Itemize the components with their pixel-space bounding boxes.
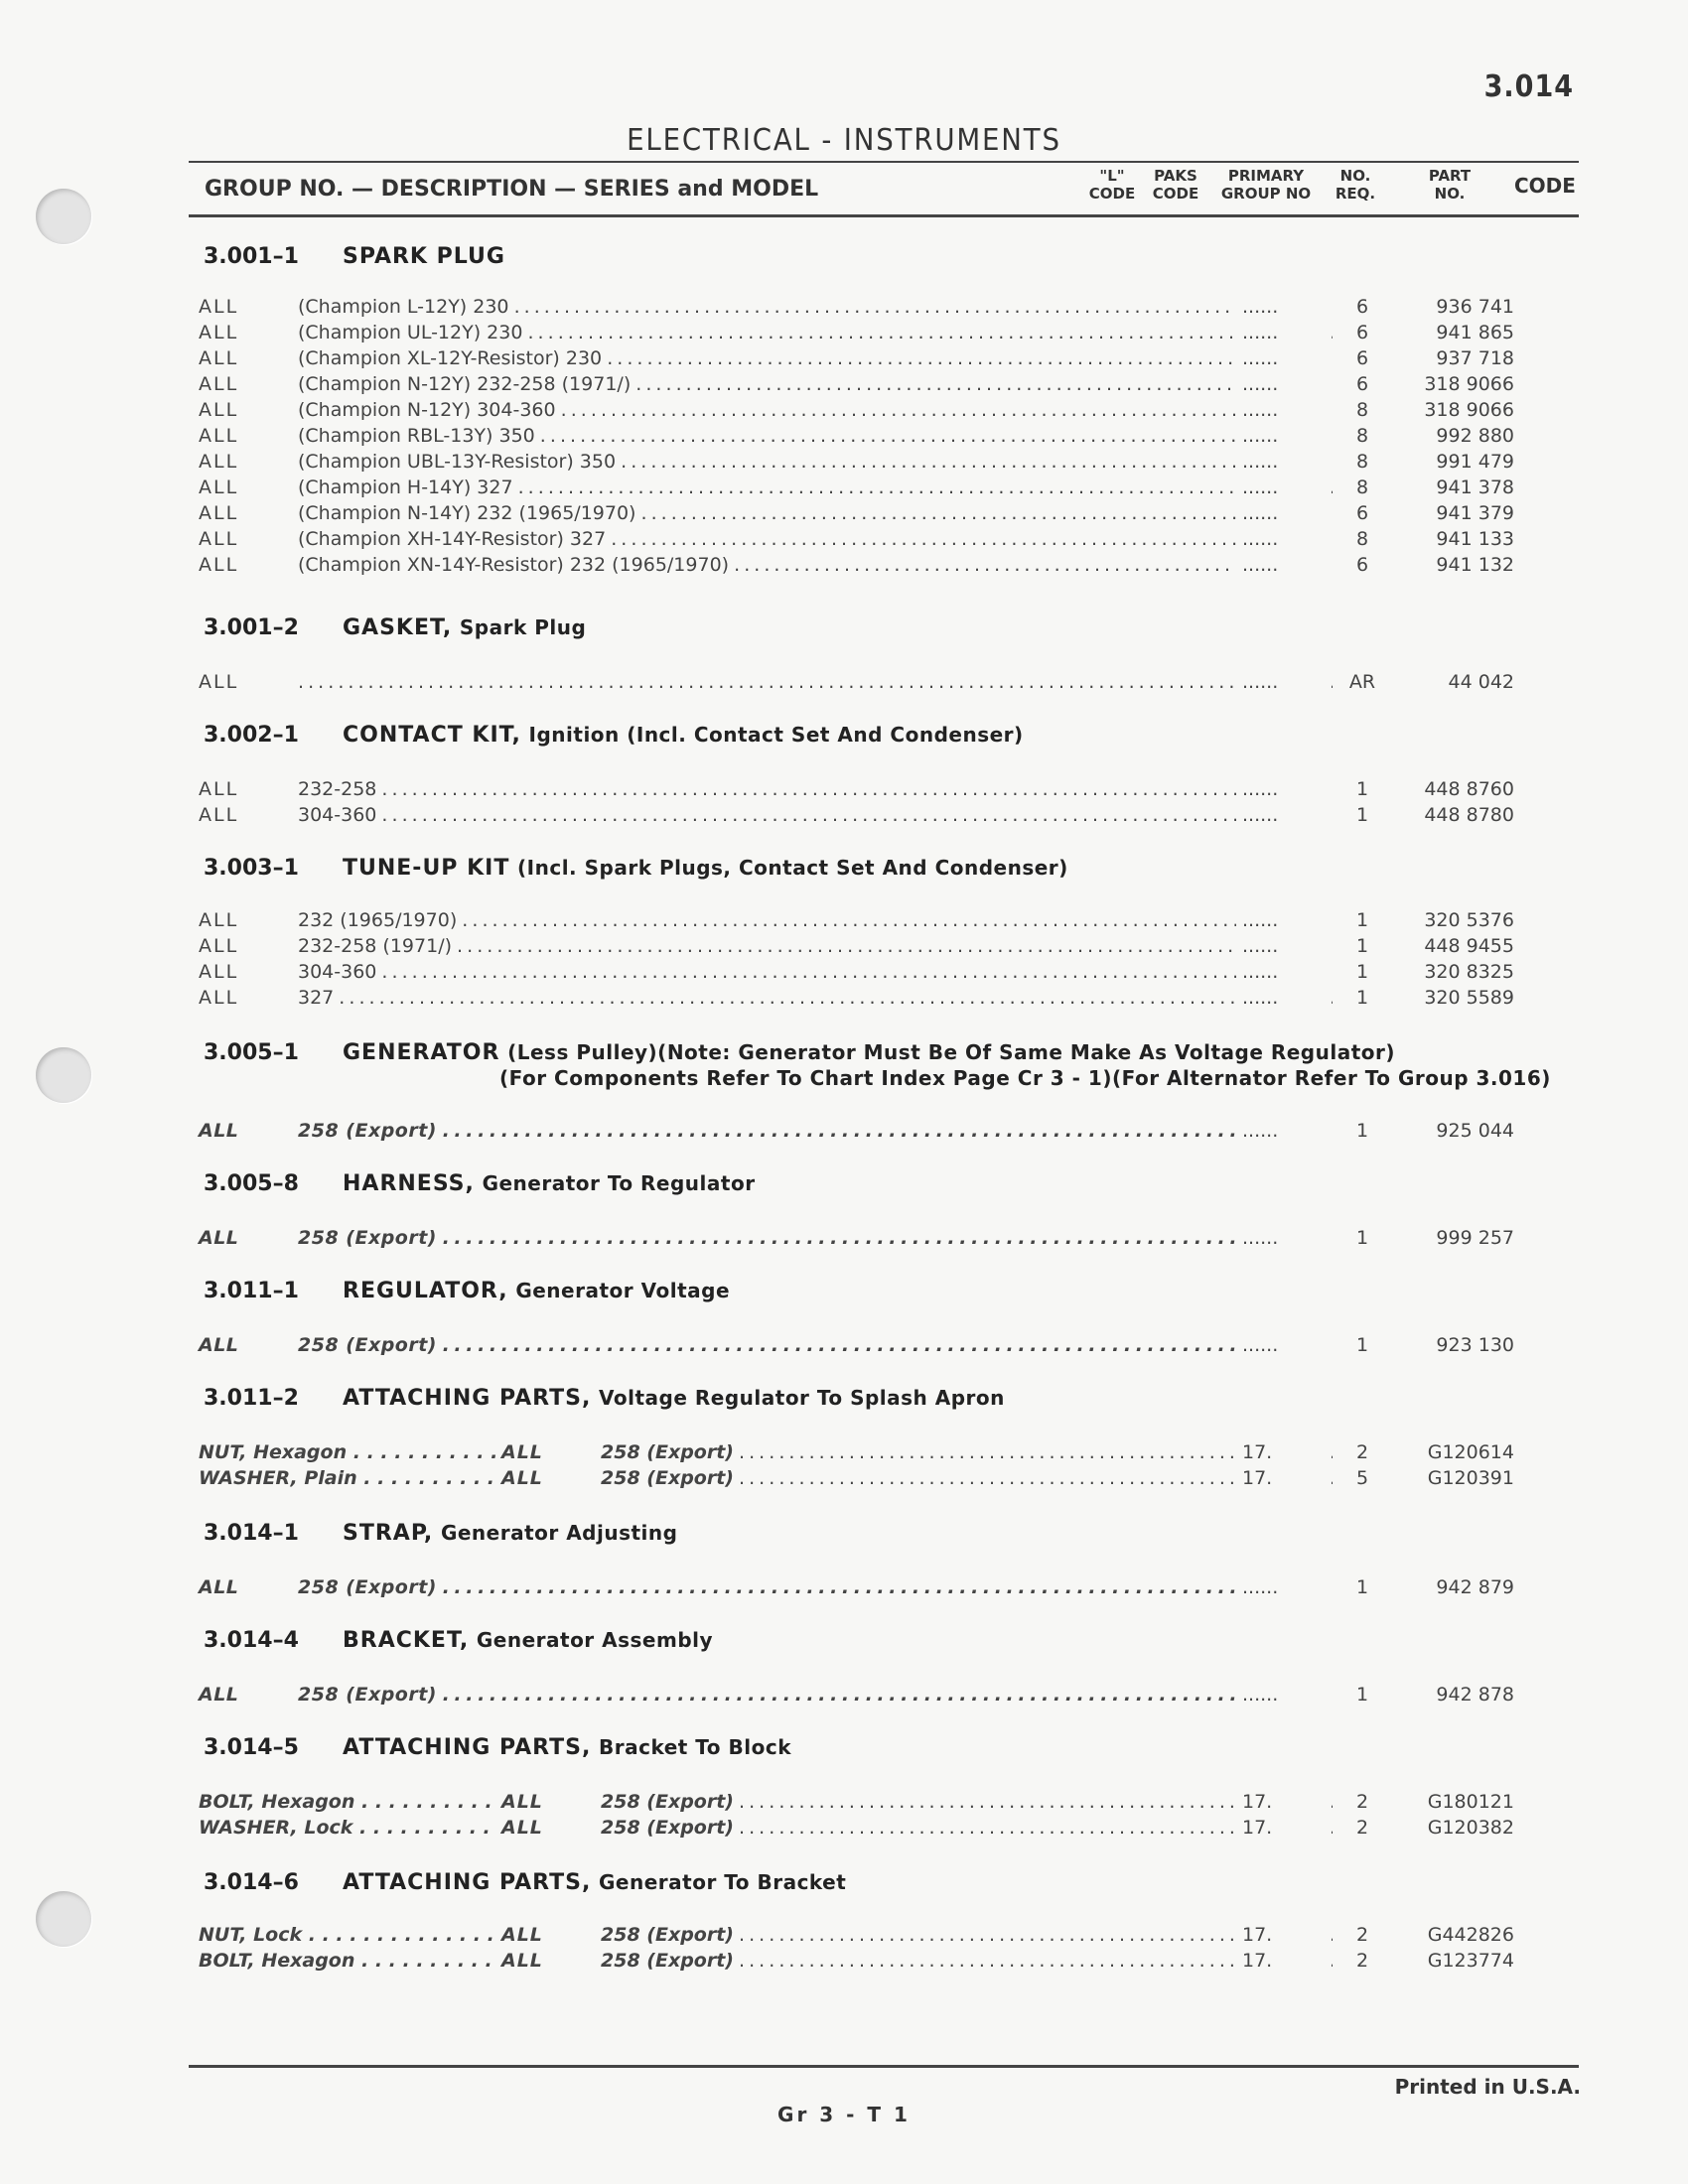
parts-row: ALL 258 (Export) . . . ...... 1 999 257 <box>199 1227 1529 1253</box>
parts-row: ALL (Champion XL-12Y-Resistor) 230 . . . ...... 6 937 718 <box>199 347 1529 373</box>
group-heading: 3.011–2 ATTACHING PARTS, Voltage Regulator To Splash Apron <box>204 1386 1005 1411</box>
group-note: (For Components Refer To Chart Index Page Cr 3 - 1)(For Alternator Refer To Group 3.016) <box>499 1066 1551 1090</box>
group-heading: 3.014–1 STRAP, Generator Adjusting <box>204 1521 678 1546</box>
binder-hole <box>36 1891 91 1947</box>
parts-row: ALL (Champion XH-14Y-Resistor) 327 . . . ...... 8 941 133 <box>199 528 1529 554</box>
header-paks-code: PAKS CODE <box>1152 167 1199 203</box>
group-heading: 3.014–4 BRACKET, Generator Assembly <box>204 1628 714 1653</box>
parts-row: ALL (Champion RBL-13Y) 350 . . . ...... 8 992 880 <box>199 425 1529 451</box>
parts-row: ALL (Champion UBL-13Y-Resistor) 350 . . . ...... 8 991 479 <box>199 451 1529 477</box>
parts-row: ALL 258 (Export) . . . ...... 1 942 878 <box>199 1684 1529 1709</box>
parts-row: ALL (Champion L-12Y) 230 . . . ...... 6 936 741 <box>199 296 1529 322</box>
group-heading: 3.005–1 GENERATOR (Less Pulley)(Note: Generator Must Be Of Same Make As Voltage Regulator) (For Components Refer To Chart Index Page Cr 3 - 1)(For Alternator Refer To Group 3.016) <box>204 1040 1551 1090</box>
header-primary-group: PRIMARY GROUP NO <box>1220 167 1312 203</box>
parts-row: ALL 232-258 . . . ...... 1 448 8760 <box>199 778 1529 804</box>
parts-row: WASHER, Lock . . . ALL 258 (Export) . . . 17. 2 G120382 <box>199 1817 1529 1843</box>
parts-row: NUT, Lock . . . ALL 258 (Export) . . . 17. 2 G442826 <box>199 1924 1529 1950</box>
header-description: GROUP NO. — DESCRIPTION — SERIES and MODEL <box>205 177 819 202</box>
parts-row: ALL 327 . . . ...... 1 320 5589 <box>199 987 1529 1013</box>
group-heading: 3.011–1 REGULATOR, Generator Voltage <box>204 1279 731 1303</box>
parts-row: ALL (Champion UL-12Y) 230 . . . ...... 6 941 865 <box>199 322 1529 347</box>
group-heading: 3.001–2 GASKET, Spark Plug <box>204 615 587 640</box>
parts-row: ALL 232 (1965/1970) . . . ...... 1 320 5376 <box>199 909 1529 935</box>
group-heading: 3.014–6 ATTACHING PARTS, Generator To Bracket <box>204 1870 847 1895</box>
parts-row: BOLT, Hexagon . . . ALL 258 (Export) . . . 17. 2 G123774 <box>199 1950 1529 1976</box>
parts-row: ALL (Champion N-12Y) 232-258 (1971/) . . . ...... 6 318 9066 <box>199 373 1529 399</box>
parts-row: ALL (Champion N-12Y) 304-360 . . . ...... 8 318 9066 <box>199 399 1529 425</box>
parts-row: ALL (Champion N-14Y) 232 (1965/1970) . . . ...... 6 941 379 <box>199 502 1529 528</box>
printed-in-usa: Printed in U.S.A. <box>1394 2075 1581 2099</box>
parts-row: ALL 304-360 . . . ...... 1 320 8325 <box>199 961 1529 987</box>
page-title: ELECTRICAL - INSTRUMENTS <box>627 123 1061 158</box>
page-number: 3.014 <box>1483 69 1574 104</box>
parts-row: ALL 258 (Export) . . . ...... 1 925 044 <box>199 1120 1529 1146</box>
parts-row: ALL 232-258 (1971/) . . . ...... 1 448 9455 <box>199 935 1529 961</box>
binder-hole <box>36 189 91 244</box>
table-header <box>189 161 1579 217</box>
footer-rule <box>189 2065 1579 2068</box>
parts-row: ALL (Champion XN-14Y-Resistor) 232 (1965/1970) . . . ...... 6 941 132 <box>199 554 1529 580</box>
binder-hole <box>36 1047 91 1103</box>
parts-row: ALL (Champion H-14Y) 327 . . . ...... 8 941 378 <box>199 477 1529 502</box>
parts-row: BOLT, Hexagon . . . ALL 258 (Export) . . . 17. 2 G180121 <box>199 1791 1529 1817</box>
header-part-no: PART NO. <box>1428 167 1472 203</box>
header-code: CODE <box>1514 174 1576 198</box>
footer-page-code: Gr 3 - T 1 <box>777 2103 911 2126</box>
group-heading: 3.005–8 HARNESS, Generator To Regulator <box>204 1171 756 1196</box>
parts-row: ALL . . . ...... AR 44 042 <box>199 671 1529 697</box>
parts-row: NUT, Hexagon . . . ALL 258 (Export) . . . 17. 2 G120614 <box>199 1441 1529 1467</box>
group-heading: 3.014–5 ATTACHING PARTS, Bracket To Block <box>204 1735 791 1760</box>
parts-row: ALL 304-360 . . . ...... 1 448 8780 <box>199 804 1529 830</box>
header-l-code: "L" CODE <box>1088 167 1136 203</box>
parts-row: WASHER, Plain . . . ALL 258 (Export) . . . 17. 5 G120391 <box>199 1467 1529 1493</box>
group-heading: 3.001–1 SPARK PLUG <box>204 244 505 269</box>
group-heading: 3.002–1 CONTACT KIT, Ignition (Incl. Contact Set And Condenser) <box>204 723 1024 748</box>
header-no-req: NO. REQ. <box>1335 167 1376 203</box>
parts-row: ALL 258 (Export) . . . ...... 1 923 130 <box>199 1334 1529 1360</box>
parts-row: ALL 258 (Export) . . . ...... 1 942 879 <box>199 1576 1529 1602</box>
group-heading: 3.003–1 TUNE-UP KIT (Incl. Spark Plugs, Contact Set And Condenser) <box>204 856 1068 881</box>
